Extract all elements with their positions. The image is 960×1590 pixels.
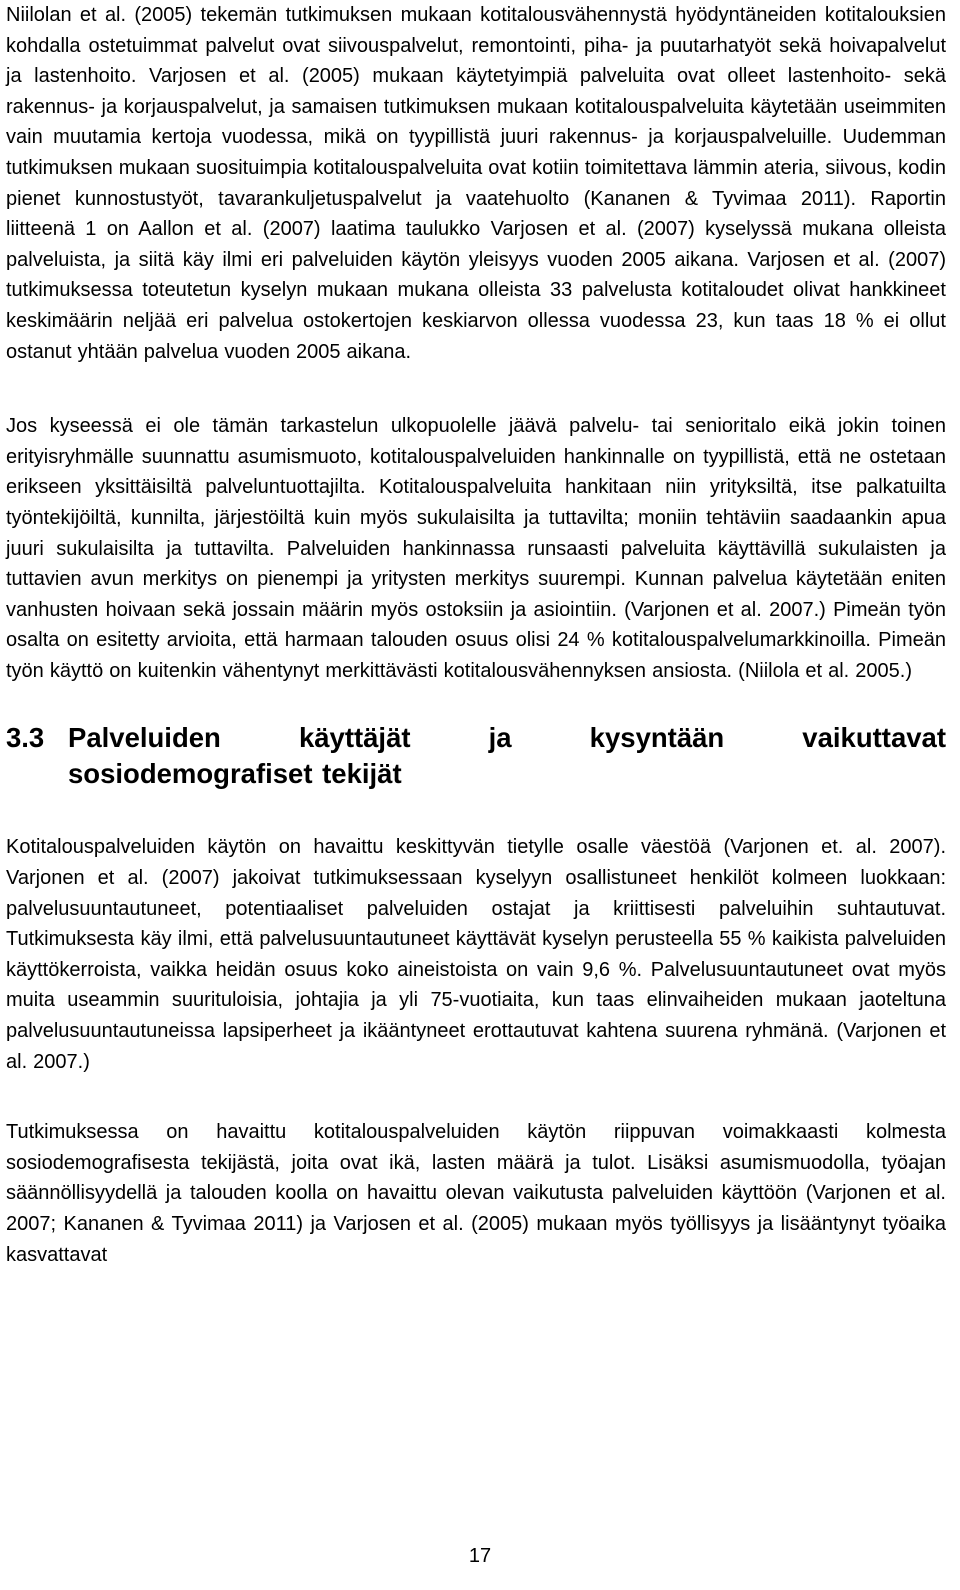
paragraph-sociodemographic-factors: Tutkimuksessa on havaittu kotitalouspalveluiden käytön riippuvan voimakkaasti kolmesta sosiodemografisesta tekijästä, joita ovat ikä, lasten määrä ja tulot. Lisäksi asumismuodolla, työajan säännöllisyydellä ja talouden koolla on havaittu olevan vaikutusta palveluiden käyttöön (Varjonen et al. 2007; Kananen & Tyvimaa 2011) ja Varjosen et al. (2005) mukaan myös työllisyys ja lisääntynyt työaika kasvattavat	[6, 1121, 946, 1266]
section-heading	[6, 720, 946, 792]
section-title	[68, 720, 946, 792]
section-title-line-1: Palveluiden käyttäjät ja kysyntään vaikuttavat	[68, 722, 946, 754]
page-number: 17	[468, 1545, 492, 1567]
section-number: 3.3	[6, 722, 45, 754]
document-page	[6, 0, 946, 1270]
paragraph-service-users: Kotitalouspalveluiden käytön on havaittu keskittyvän tietylle osalle väestöä (Varjonen et. al. 2007). Varjonen et al. (2007) jakoivat tutkimuksessaan kyselyyn osallistuneet henkilöt kolmeen luokkaan: palvelusuuntautuneet, potentiaaliset palveluiden ostajat ja kriittisesti palveluihin suhtautuvat. Tutkimuksesta käy ilmi, että palvelusuuntautuneet käyttävät kyselyn perusteella 55 % kaikista palveluiden käyttökerroista, vaikka heidän osuus koko aineistoista on vain 9,6 %. Palvelusuuntautuneet ovat myös muita useammin suurituloisia, johtajia ja yli 75-vuotiaita, kun taas elinvaiheiden mukaan jaoteltuna palvelusuuntautuneissa lapsiperheet ja ikääntyneet erottautuvat kahtena suurena ryhmänä. (Varjonen et al. 2007.)	[6, 836, 946, 1073]
paragraph-service-procurement: Jos kyseessä ei ole tämän tarkastelun ulkopuolelle jäävä palvelu- tai senioritalo eikä jokin toinen erityisryhmälle suunnattu asumismuoto, kotitalouspalveluiden hankinnalle on tyypillistä, että ne ostetaan erikseen yksittäisiltä palveluntuottajilta. Kotitalouspalveluita hankitaan niin yrityksiltä, itse palkatuilta työntekijöiltä, kunnilta, järjestöiltä kuin myös sukulaisilta ja tuttavilta; moniin tehtäviin saadaankin apua juuri sukulaisilta ja tuttavilta. Palveluiden hankinnassa runsaasti palveluita käyttävillä sukulaisten ja tuttavien avun merkitys on pienempi ja yritysten merkitys suurempi. Kunnan palvelua käytetään eniten vanhusten hoivaan sekä jossain määrin myös ostoksiin ja asiointiin. (Varjonen et al. 2007.) Pimeän työn osalta on esitetty arvioita, että harmaan talouden osuus olisi 24 % kotitalouspalvelumarkkinoilla. Pimeän työn käyttö on kuitenkin vähentynyt merkittävästi kotitalousvähennyksen ansiosta. (Niilola et al. 2005.)	[6, 415, 946, 682]
section-title-line-2: sosiodemografiset tekijät	[68, 758, 402, 790]
paragraph-household-services-purchases: Niilolan et al. (2005) tekemän tutkimuksen mukaan kotitalousvähennystä hyödyntäneiden kotitalouksien kohdalla ostetuimmat palvelut ovat siivouspalvelut, remontointi, piha- ja puutarhatyöt sekä hoivapalvelut ja lastenhoito. Varjosen et al. (2005) mukaan käytetyimpiä palveluita ovat olleet lastenhoito- sekä rakennus- ja korjauspalvelut, ja samaisen tutkimuksen mukaan kotitalouspalveluita käytetään useimmiten vain muutamia kertoja vuodessa, mikä on tyypillistä juuri rakennus- ja korjauspalveluille. Uudemman tutkimuksen mukaan suosituimpia kotitalouspalveluita ovat kotiin toimitettava lämmin ateria, siivous, kodin pienet kunnostustyöt, tavarankuljetuspalvelut ja vaatehuolto (Kananen & Tyvimaa 2011). Raportin liitteenä 1 on Aallon et al. (2007) laatima taulukko Varjosen et al. (2007) kyselyssä mukana olleista palveluista, ja siitä käy ilmi eri palveluiden käytön yleisyys vuoden 2005 aikana. Varjosen et al. (2007) tutkimuksessa toteutetun kyselyn mukaan mukana olleista 33 palvelusta kotitaloudet olivat hankkineet keskimäärin neljää eri palvelua ostokertojen keskiarvon ollessa vuodessa 23, kun taas 18 % ei ollut ostanut yhtään palvelua vuoden 2005 aikana.	[6, 4, 946, 363]
